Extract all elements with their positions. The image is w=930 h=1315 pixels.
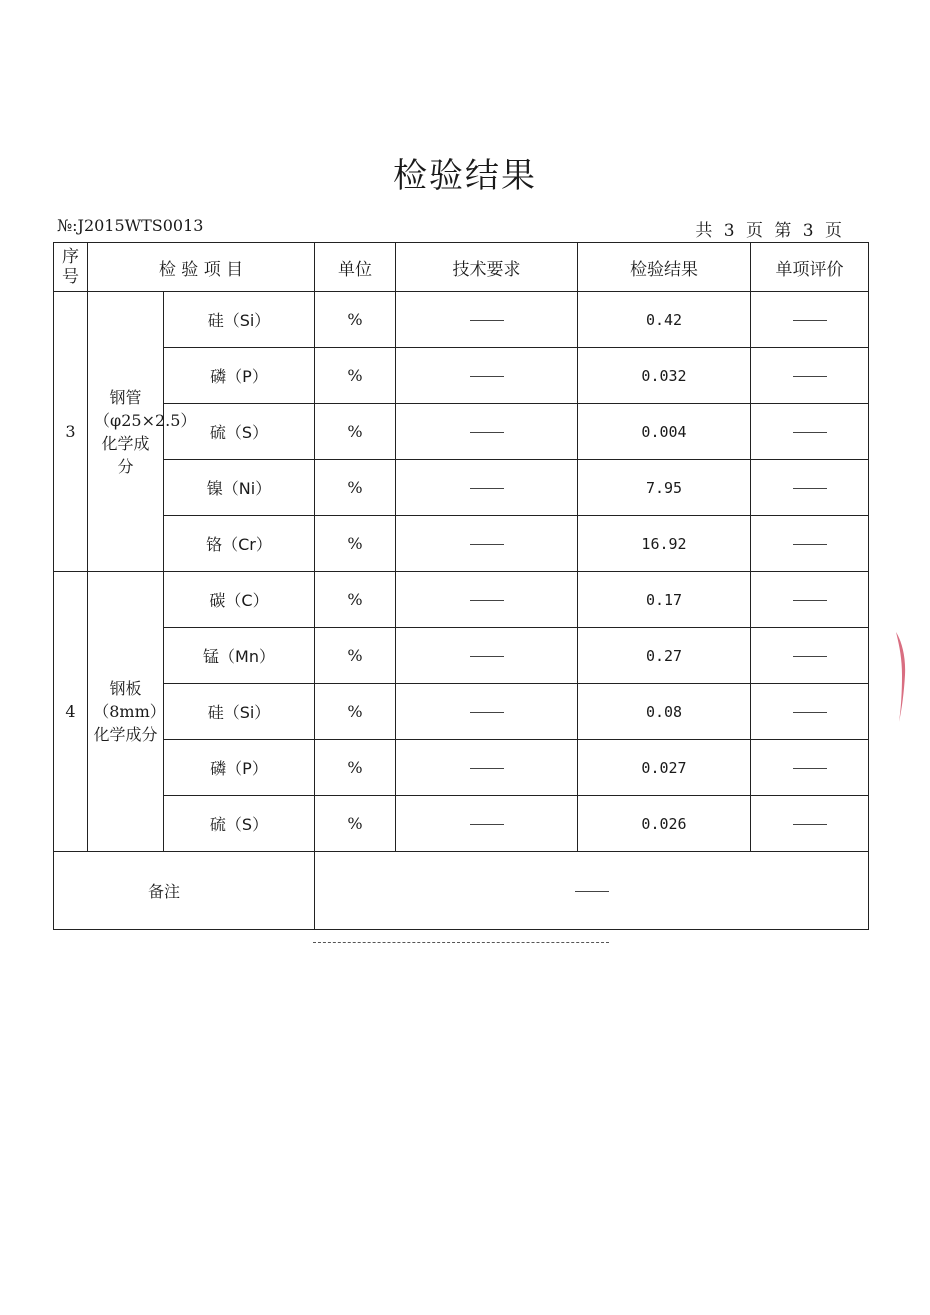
result-cell: 0.004 xyxy=(578,404,751,460)
evaluation-cell xyxy=(751,572,869,628)
header-item: 检 验 项 目 xyxy=(88,243,315,292)
unit-cell: % xyxy=(315,684,396,740)
group-name: 钢管（φ25×2.5）化学成分 xyxy=(88,292,164,572)
requirement-cell xyxy=(396,516,578,572)
report-number: №:J2015WTS0013 xyxy=(57,216,204,235)
header-requirement: 技术要求 xyxy=(396,243,578,292)
evaluation-cell xyxy=(751,292,869,348)
table-row xyxy=(54,572,869,628)
dash-mark xyxy=(793,320,827,321)
dash-mark xyxy=(793,712,827,713)
requirement-cell xyxy=(396,292,578,348)
results-table xyxy=(53,242,869,930)
unit-cell: % xyxy=(315,628,396,684)
result-cell: 0.027 xyxy=(578,740,751,796)
table-row xyxy=(54,796,869,852)
requirement-cell xyxy=(396,796,578,852)
table-row xyxy=(54,684,869,740)
header-seq: 序号 xyxy=(54,243,88,292)
header-row xyxy=(54,243,869,292)
unit-cell: % xyxy=(315,348,396,404)
evaluation-cell xyxy=(751,516,869,572)
unit-cell: % xyxy=(315,796,396,852)
unit-cell: % xyxy=(315,740,396,796)
item-name: 硫（S） xyxy=(164,796,315,852)
unit-cell: % xyxy=(315,516,396,572)
requirement-cell xyxy=(396,404,578,460)
requirement-cell xyxy=(396,628,578,684)
result-cell: 0.27 xyxy=(578,628,751,684)
unit-cell: % xyxy=(315,292,396,348)
dash-mark xyxy=(575,891,609,892)
requirement-cell xyxy=(396,572,578,628)
dash-mark xyxy=(470,768,504,769)
requirement-cell xyxy=(396,684,578,740)
dash-mark xyxy=(793,824,827,825)
result-cell: 7.95 xyxy=(578,460,751,516)
result-cell: 0.42 xyxy=(578,292,751,348)
evaluation-cell xyxy=(751,796,869,852)
item-name: 镍（Ni） xyxy=(164,460,315,516)
page-info: 共 3 页 第 3 页 xyxy=(695,221,842,241)
item-name: 硅（Si） xyxy=(164,292,315,348)
dash-mark xyxy=(470,488,504,489)
unit-cell: % xyxy=(315,404,396,460)
evaluation-cell xyxy=(751,628,869,684)
dash-mark xyxy=(793,432,827,433)
item-name: 锰（Mn） xyxy=(164,628,315,684)
ink-stain-mark xyxy=(893,630,909,725)
dash-mark xyxy=(470,320,504,321)
dash-mark xyxy=(793,544,827,545)
item-name: 铬（Cr） xyxy=(164,516,315,572)
group-seq: 3 xyxy=(54,292,88,572)
evaluation-cell xyxy=(751,684,869,740)
requirement-cell xyxy=(396,348,578,404)
evaluation-cell xyxy=(751,348,869,404)
dash-mark xyxy=(470,544,504,545)
item-name: 磷（P） xyxy=(164,348,315,404)
dash-mark xyxy=(470,824,504,825)
remarks-label: 备注 xyxy=(54,852,315,930)
result-cell: 0.17 xyxy=(578,572,751,628)
end-of-report-line xyxy=(313,942,609,943)
dash-mark xyxy=(793,768,827,769)
dash-mark xyxy=(793,600,827,601)
dash-mark xyxy=(470,432,504,433)
header-unit: 单位 xyxy=(315,243,396,292)
table-row xyxy=(54,348,869,404)
item-name: 碳（C） xyxy=(164,572,315,628)
dash-mark xyxy=(793,656,827,657)
dash-mark xyxy=(470,712,504,713)
dash-mark xyxy=(470,600,504,601)
page-title: 检验结果 xyxy=(393,156,537,196)
evaluation-cell xyxy=(751,740,869,796)
table-row xyxy=(54,516,869,572)
dash-mark xyxy=(793,488,827,489)
evaluation-cell xyxy=(751,460,869,516)
header-evaluation: 单项评价 xyxy=(751,243,869,292)
table-row xyxy=(54,460,869,516)
table-row xyxy=(54,292,869,348)
requirement-cell xyxy=(396,740,578,796)
dash-mark xyxy=(470,656,504,657)
group-name: 钢板（8mm）化学成分 xyxy=(88,572,164,852)
item-name: 磷（P） xyxy=(164,740,315,796)
result-cell: 0.026 xyxy=(578,796,751,852)
evaluation-cell xyxy=(751,404,869,460)
group-seq: 4 xyxy=(54,572,88,852)
dash-mark xyxy=(470,376,504,377)
result-cell: 0.032 xyxy=(578,348,751,404)
remarks-value xyxy=(315,852,869,930)
remarks-row xyxy=(54,852,869,930)
result-cell: 16.92 xyxy=(578,516,751,572)
requirement-cell xyxy=(396,460,578,516)
header-result: 检验结果 xyxy=(578,243,751,292)
unit-cell: % xyxy=(315,572,396,628)
result-cell: 0.08 xyxy=(578,684,751,740)
item-name: 硫（S） xyxy=(164,404,315,460)
item-name: 硅（Si） xyxy=(164,684,315,740)
table-row xyxy=(54,740,869,796)
table-row xyxy=(54,628,869,684)
unit-cell: % xyxy=(315,460,396,516)
dash-mark xyxy=(793,376,827,377)
